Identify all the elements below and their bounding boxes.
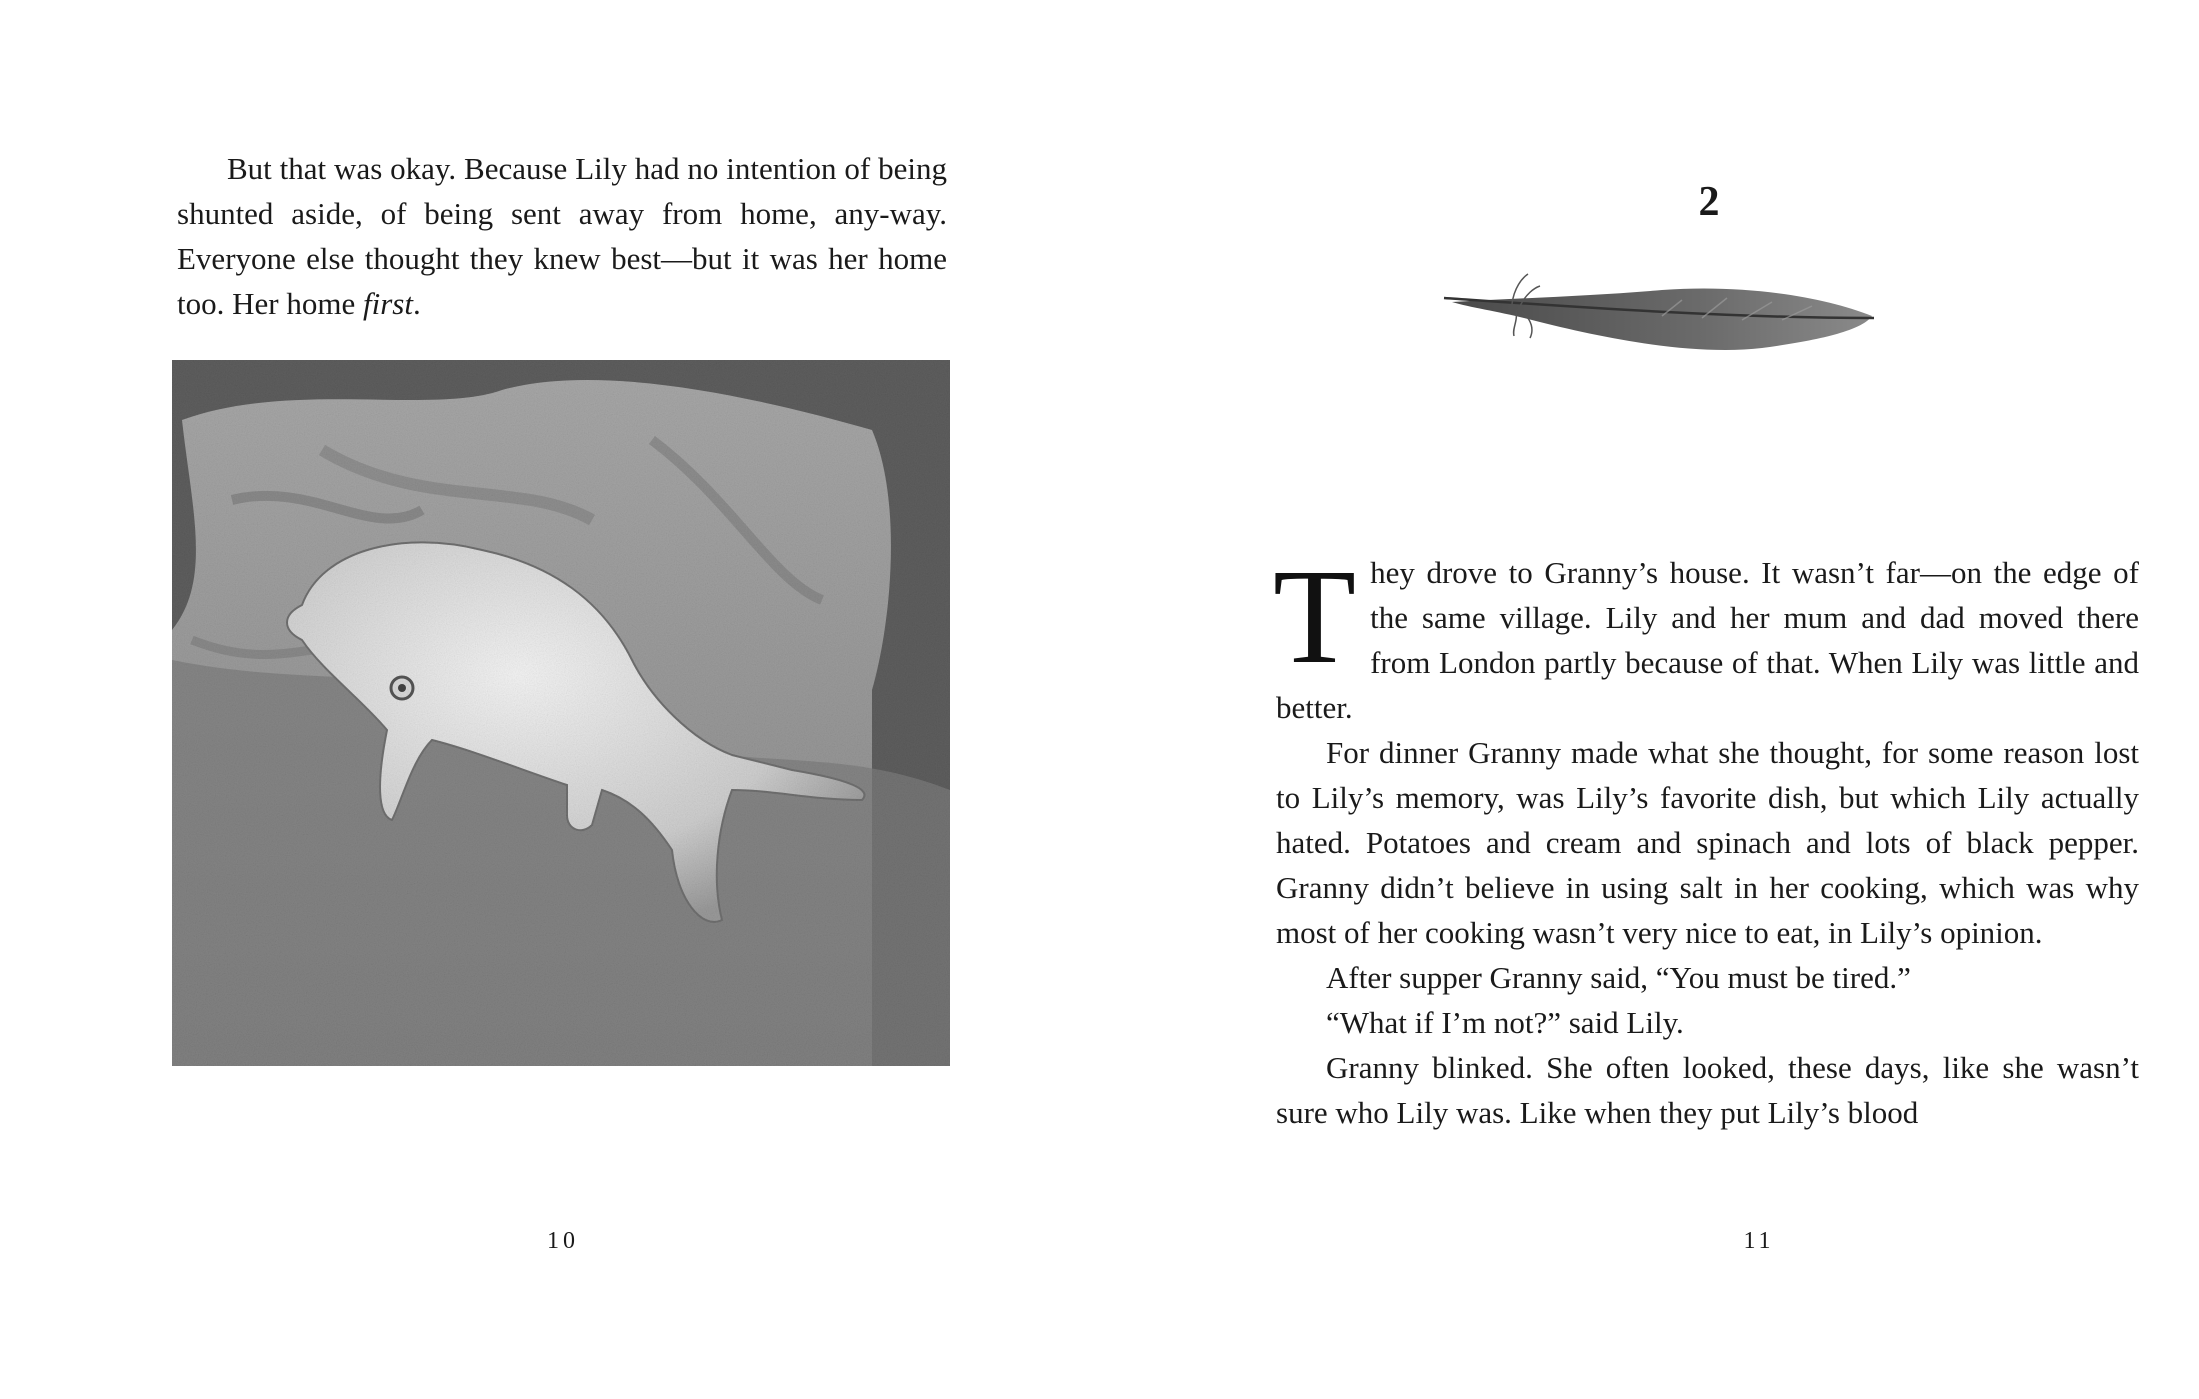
whale-toy-on-pillow-illustration bbox=[172, 360, 950, 1066]
page-number-left: 10 bbox=[547, 1228, 579, 1254]
page-number-right: 11 bbox=[1743, 1228, 1775, 1254]
emphasis-text: first bbox=[362, 286, 413, 321]
paragraph: For dinner Granny made what she thought, for some reason lost to Lily’s memory, was Lily’s favorite dish, but which Lily actually hated. Potatoes and cream and spinach and lots of black pepper. Granny didn’t believe in using salt in her cooking, which was why most of her cooking wasn’t very nice to eat, in Lily’s opinion. bbox=[1276, 735, 2139, 950]
paragraph: “What if I’m not?” said Lily. bbox=[1326, 1005, 1684, 1040]
right-page bbox=[1099, 0, 2199, 1399]
chapter-number: 2 bbox=[1698, 179, 1720, 225]
opening-paragraph bbox=[1273, 542, 2139, 730]
left-page-text bbox=[177, 146, 947, 326]
left-page bbox=[0, 0, 1099, 1399]
paragraph: Granny blinked. She often looked, these days, like she wasn’t sure who Lily was. Like when they put Lily’s blood bbox=[1276, 1050, 2139, 1130]
drop-cap: T bbox=[1273, 542, 1357, 692]
paragraph-text: But that was okay. Because Lily had no intention of being shunted aside, of being sent away from home, any-way. Everyone else thought they knew best—but it was her home too. Her home bbox=[177, 151, 947, 321]
paragraph-text: hey drove to Granny’s house. It wasn’t far—on the edge of the same village. Lily and her mum and dad moved there from London partly because of that. When Lily was little and better. bbox=[1276, 555, 2139, 725]
left-paragraph bbox=[177, 146, 947, 326]
right-page-text bbox=[1273, 542, 2139, 1135]
feather-icon bbox=[1442, 268, 1882, 360]
paragraph: After supper Granny said, “You must be tired.” bbox=[1326, 960, 1911, 995]
paragraph-end: . bbox=[412, 286, 421, 321]
